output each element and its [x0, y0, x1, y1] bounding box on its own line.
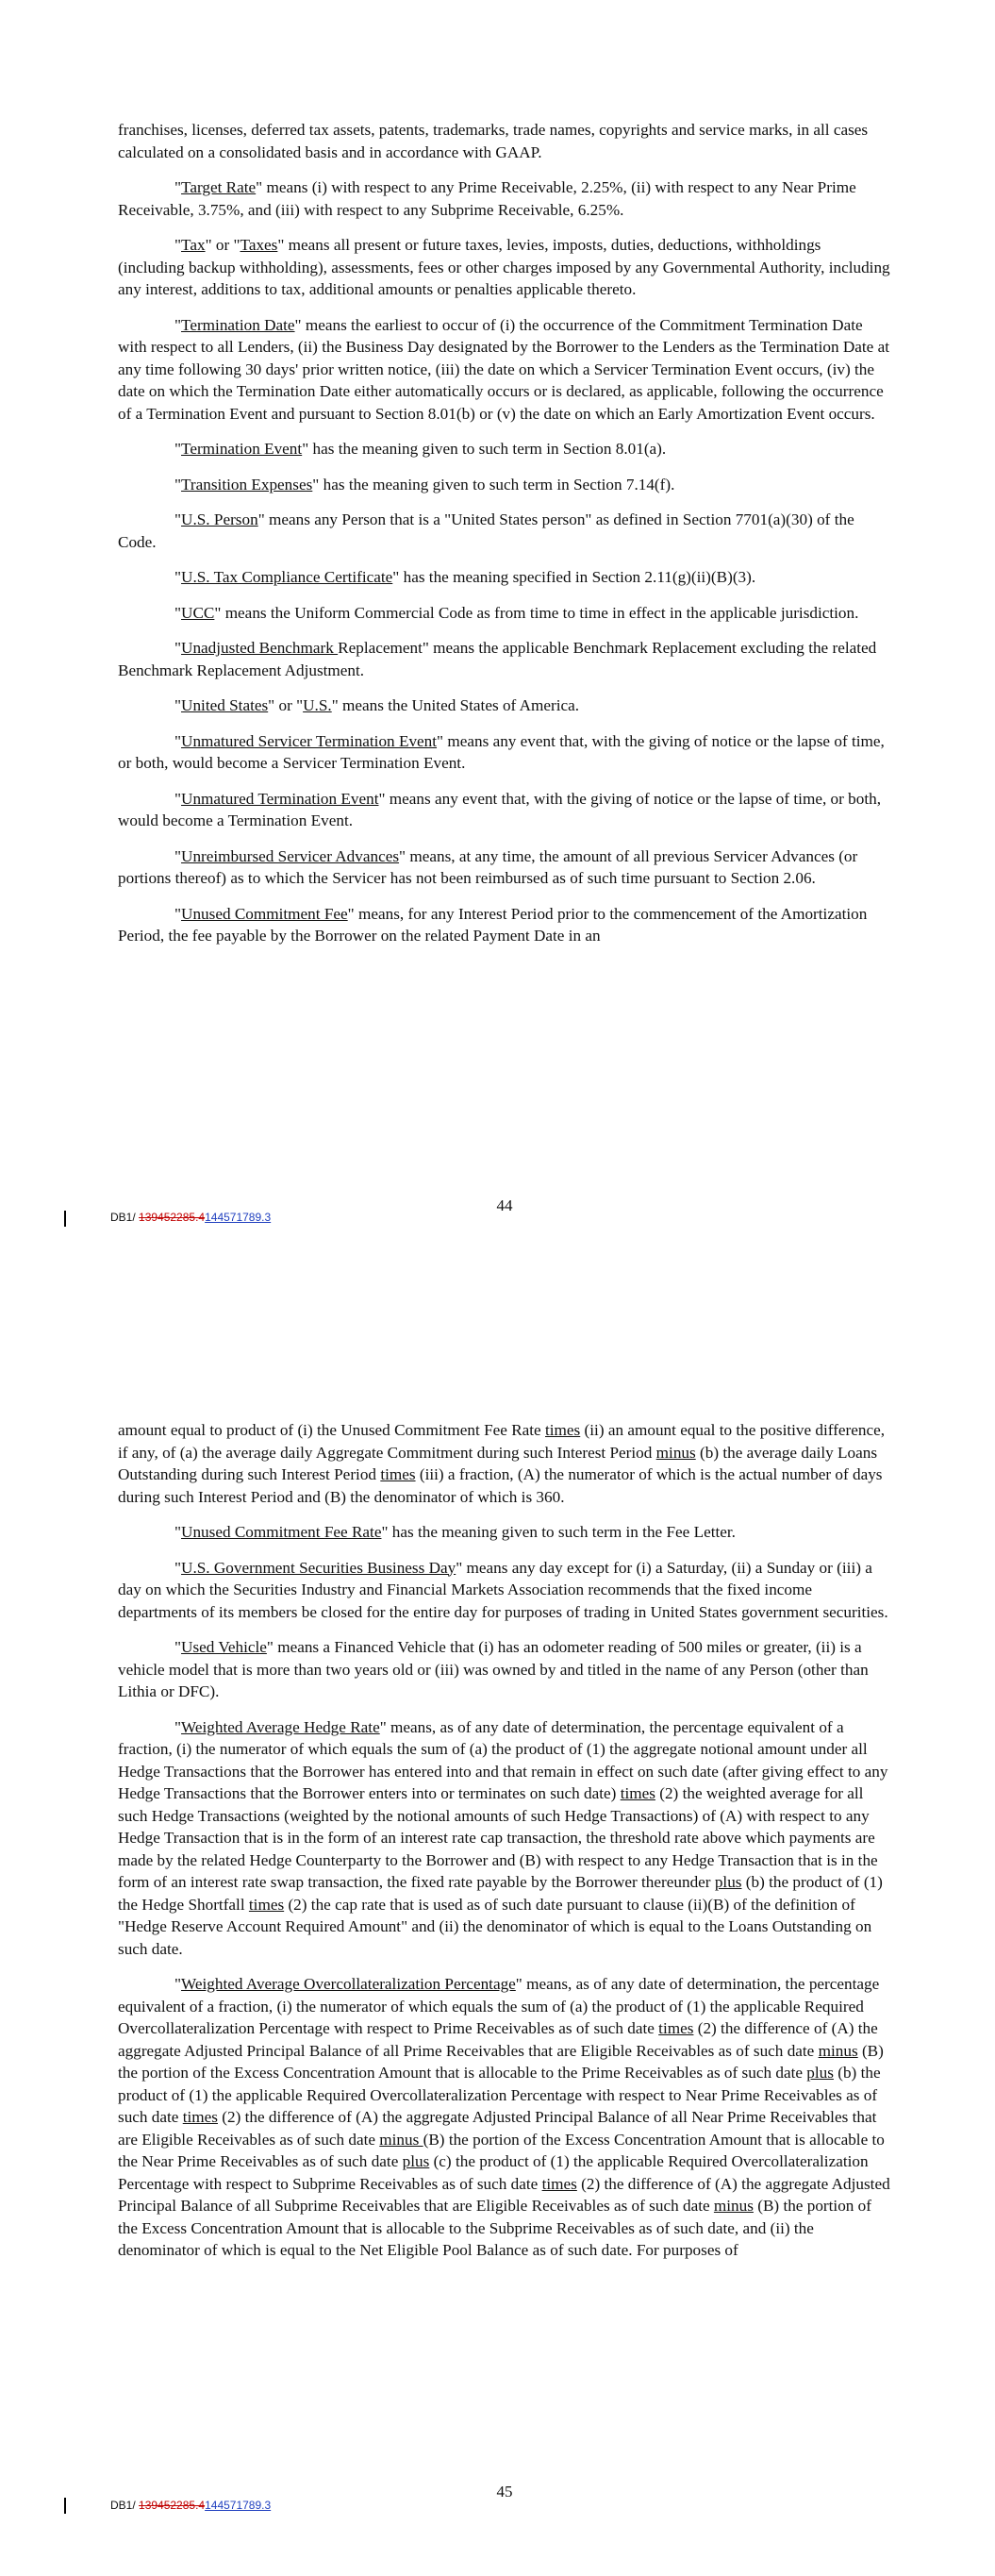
definition-paragraph — [118, 1419, 891, 1508]
definition-paragraph — [118, 694, 891, 717]
underlined-term: Unused Commitment Fee — [181, 904, 348, 923]
underlined-term: Unadjusted Benchmark — [181, 639, 339, 657]
text-run: " — [174, 510, 182, 528]
text-run: " or " — [205, 236, 240, 254]
text-run: " — [174, 315, 182, 334]
underlined-term: plus — [402, 2152, 430, 2170]
text-run: " means any event that, with the giving of notice or the lapse of time, or both, would become a Termination Event. — [118, 789, 882, 829]
text-run: " — [174, 178, 182, 196]
text-run: (2) the cap rate that is used as of such date pursuant to clause (ii)(B) of the definition of "Hedge Reserve Account Required Amount" and (ii) the denominator of which is equal to the Loans Outstanding on such date. — [118, 1895, 872, 1958]
text-run: " — [174, 696, 182, 714]
text-run: (b) the product of (1) the applicable Required Overcollateralization Percentage with respect to Near Prime Receivables as of such date — [118, 2064, 881, 2126]
underlined-term: minus — [379, 2130, 423, 2149]
text-run: " — [174, 1975, 182, 1993]
revision-bar — [64, 2498, 66, 2514]
text-run: " — [174, 639, 182, 657]
underlined-term: Tax — [181, 236, 206, 254]
text-run: " means any Person that is a "United States person" as defined in Section 7701(a)(30) of the Code. — [118, 510, 854, 551]
underlined-term: U.S. — [303, 696, 332, 714]
text-run: (c) the product of (1) the applicable Required Overcollateralization Percentage with respect to Subprime Receivables as of such date — [118, 2152, 869, 2193]
underlined-term: UCC — [181, 603, 215, 622]
text-run: " means (i) with respect to any Prime Receivable, 2.25%, (ii) with respect to any Near Prime Receivable, 3.75%, and (iii) with respect to any Subprime Receivable, 6.25%. — [118, 178, 856, 219]
text-run: " means any day except for (i) a Saturday, (ii) a Sunday or (iii) a day on which the Securities Industry and Financial Markets Association recommends that the fixed income departments of its members be closed for the entire day for purposes of trading in United States government securities. — [118, 1558, 888, 1621]
definition-paragraph — [118, 1521, 891, 1544]
text-run: " — [174, 1717, 182, 1736]
definition-paragraph — [118, 566, 891, 589]
definition-paragraph — [118, 1716, 891, 1961]
text-run: (2) the difference of (A) the aggregate Adjusted Principal Balance of all Near Prime Receivables that are Eligible Receivables as of such date — [118, 2108, 877, 2149]
text-run: " — [174, 1638, 182, 1656]
underlined-term: Unmatured Servicer Termination Event — [181, 731, 438, 750]
text-run: " or " — [268, 696, 304, 714]
footer-deleted-id: 139452285.4 — [139, 2499, 206, 2512]
definition-paragraph — [118, 438, 891, 460]
underlined-term: Transition Expenses — [181, 475, 313, 493]
text-run: " — [174, 603, 182, 622]
text-run: " — [174, 1523, 182, 1541]
definition-paragraph — [118, 1973, 891, 2262]
text-run: " means any event that, with the giving of notice or the lapse of time, or both, would become a Servicer Termination Event. — [118, 731, 885, 772]
text-run: " means, as of any date of determination, the percentage equivalent of a fraction, (i) the numerator of which equals the sum of (a) the product of (1) the applicable Required Overcollateralization Percentage with respect to Prime Receivables as of such date — [118, 1975, 880, 2037]
text-run: " means, at any time, the amount of all previous Servicer Advances (or portions thereof) as to which the Servicer has not been reimbursed as of such time pursuant to Section 2.06. — [118, 846, 858, 887]
underlined-term: minus — [713, 2197, 754, 2215]
text-run: " — [174, 568, 182, 586]
text-run: " — [174, 475, 182, 493]
text-run: " — [174, 1558, 182, 1577]
underlined-term: U.S. Government Securities Business Day — [181, 1558, 456, 1577]
definition-paragraph — [118, 788, 891, 832]
underlined-term: Termination Event — [181, 440, 303, 458]
underlined-term: Target Rate — [181, 178, 257, 196]
text-run: " means the Uniform Commercial Code as from time to time in effect in the applicable jurisdiction. — [214, 603, 859, 622]
underlined-term: times — [380, 1465, 416, 1483]
footer-inserted-id: 144571789.3 — [205, 1211, 272, 1224]
underlined-term: Unused Commitment Fee Rate — [181, 1523, 382, 1541]
underlined-term: minus — [655, 1443, 696, 1462]
text-run: (B) the portion of the Excess Concentration Amount that is allocable to the Subprime Receivables as of such date, and (ii) the denominator of which is equal to the Net Eligible Pool Balance as of such date. For purposes of — [118, 2197, 872, 2259]
revision-bar — [64, 1211, 66, 1227]
definition-paragraph — [118, 474, 891, 496]
text-run: (2) the difference of (A) the aggregate Adjusted Principal Balance of all Subprime Receivables that are Eligible Receivables as of such date — [118, 2174, 890, 2215]
page-number: 44 — [496, 1196, 513, 1214]
underlined-term: times — [658, 2019, 694, 2037]
document-page-44 — [0, 0, 995, 1274]
underlined-term: Weighted Average Hedge Rate — [181, 1717, 380, 1736]
text-run: amount equal to product of (i) the Unused Commitment Fee Rate — [118, 1421, 545, 1439]
underlined-term: U.S. Person — [181, 510, 258, 528]
definition-paragraph — [118, 509, 891, 553]
text-run: " — [174, 236, 182, 254]
definition-paragraph — [118, 234, 891, 301]
underlined-term: minus — [818, 2041, 858, 2060]
underlined-term: Weighted Average Overcollateralization Percentage — [181, 1975, 516, 1993]
document-page-45 — [0, 1378, 995, 2576]
underlined-term: times — [182, 2108, 218, 2126]
text-run: (2) the difference of (A) the aggregate Adjusted Principal Balance of all Prime Receivables that are Eligible Receivables as of such date — [118, 2019, 878, 2060]
text-run: (b) the average daily Loans Outstanding during such Interest Period — [118, 1443, 878, 1483]
page-body — [118, 1419, 891, 2262]
text-run: " has the meaning given to such term in Section 7.14(f). — [312, 475, 675, 493]
footer-doc-id — [110, 2499, 271, 2512]
definition-paragraph — [118, 637, 891, 681]
definition-paragraph — [118, 119, 891, 163]
text-run: (2) the weighted average for all such Hedge Transactions (weighted by the notional amounts of such Hedge Transactions) of (A) with respect to any Hedge Transaction that is in the form of an interest rate cap transaction, the threshold rate above which payments are made by the related Hedge Counterparty to the Borrower and (B) with respect to any Hedge Transaction that is in the form of an interest rate swap transaction, the fixed rate payable by the Borrower thereunder — [118, 1784, 878, 1891]
footer-prefix: DB1/ — [110, 1211, 140, 1224]
text-run: (b) the product of (1) the Hedge Shortfall — [118, 1873, 883, 1914]
text-run: " — [174, 846, 182, 865]
text-run: (iii) a fraction, (A) the numerator of which is the actual number of days during such Interest Period and (B) the denominator of which is 360. — [118, 1465, 883, 1506]
definition-paragraph — [118, 602, 891, 625]
underlined-term: Used Vehicle — [181, 1638, 267, 1656]
definition-paragraph — [118, 903, 891, 947]
definition-paragraph — [118, 176, 891, 221]
footer-deleted-id: 139452285.4 — [139, 1211, 206, 1224]
underlined-term: plus — [806, 2064, 834, 2082]
underlined-term: times — [620, 1784, 655, 1802]
underlined-term: Taxes — [240, 236, 278, 254]
text-run: " — [174, 731, 182, 750]
text-run: " means all present or future taxes, levies, imposts, duties, deductions, withholdings (including backup withholding), assessments, fees or other charges imposed by any Governmental Authority, including any interest, additions to tax, additional amounts or penalties applicable thereto. — [118, 236, 890, 298]
text-run: franchises, licenses, deferred tax assets, patents, trademarks, trade names, copyrights and service marks, in all cases calculated on a consolidated basis and in accordance with GAAP. — [118, 121, 869, 161]
text-run: " — [174, 904, 182, 923]
definition-paragraph — [118, 845, 891, 890]
underlined-term: U.S. Tax Compliance Certificate — [181, 568, 393, 586]
text-run: Replacement" means the applicable Benchmark Replacement excluding the related Benchmark Replacement Adjustment. — [118, 639, 877, 679]
underlined-term: United States — [181, 696, 269, 714]
text-run: (ii) an amount equal to the positive difference, if any, of (a) the average daily Aggregate Commitment during such Interest Period — [118, 1421, 886, 1462]
underlined-term: Termination Date — [181, 315, 295, 334]
underlined-term: times — [545, 1421, 581, 1439]
underlined-term: times — [541, 2174, 577, 2193]
text-run: " means a Financed Vehicle that (i) has an odometer reading of 500 miles or greater, (ii) is a vehicle model that is more than two years old or (iii) was owned by and titled in the name of any Person (other than Lithia or DFC). — [118, 1638, 869, 1700]
text-run: (B) the portion of the Excess Concentration Amount that is allocable to the Near Prime Receivables as of such date — [118, 2130, 885, 2170]
definition-paragraph — [118, 1636, 891, 1703]
underlined-term: Unmatured Termination Event — [181, 789, 379, 808]
text-run: " means the United States of America. — [331, 696, 580, 714]
text-run: " — [174, 440, 182, 458]
definition-paragraph — [118, 730, 891, 775]
text-run: " means the earliest to occur of (i) the occurrence of the Commitment Termination Date with respect to all Lenders, (ii) the Business Day designated by the Borrower to the Lenders as the Termination Date at any time following 30 days' prior written notice, (iii) the date on which a Servicer Termination Event occurs, (iv) the date on which the Termination Date either automatically occurs or is declared, as applicable, following the occurrence of a Termination Event and pursuant to Section 8.01(b) or (v) the date on which an Early Amortization Event occurs. — [118, 315, 889, 423]
text-run: (B) the portion of the Excess Concentration Amount that is allocable to the Prime Receivables as of such date — [118, 2041, 884, 2082]
text-run: " — [174, 789, 182, 808]
underlined-term: times — [248, 1895, 285, 1914]
footer-doc-id — [110, 1211, 271, 1224]
footer-inserted-id: 144571789.3 — [205, 2499, 272, 2512]
page-number: 45 — [496, 2483, 513, 2501]
text-run: " means, for any Interest Period prior to the commencement of the Amortization Period, the fee payable by the Borrower on the related Payment Date in an — [118, 904, 868, 945]
text-run: " has the meaning given to such term in Section 8.01(a). — [302, 440, 667, 458]
underlined-term: Unreimbursed Servicer Advances — [181, 846, 400, 865]
text-run: " means, as of any date of determination, the percentage equivalent of a fraction, (i) the numerator of which equals the sum of (a) the product of (1) the aggregate notional amount under all Hedge Transactions that the Borrower has entered into and that remain in effect on such date (after giving effect to any Hedge Transactions that the Borrower enters into or terminates on such date) — [118, 1717, 888, 1802]
text-run: " has the meaning specified in Section 2.11(g)(ii)(B)(3). — [392, 568, 756, 586]
definition-paragraph — [118, 314, 891, 426]
text-run: " has the meaning given to such term in the Fee Letter. — [381, 1523, 736, 1541]
underlined-term: plus — [714, 1873, 742, 1891]
definition-paragraph — [118, 1557, 891, 1624]
page-body — [118, 119, 891, 961]
footer-prefix: DB1/ — [110, 2499, 140, 2512]
